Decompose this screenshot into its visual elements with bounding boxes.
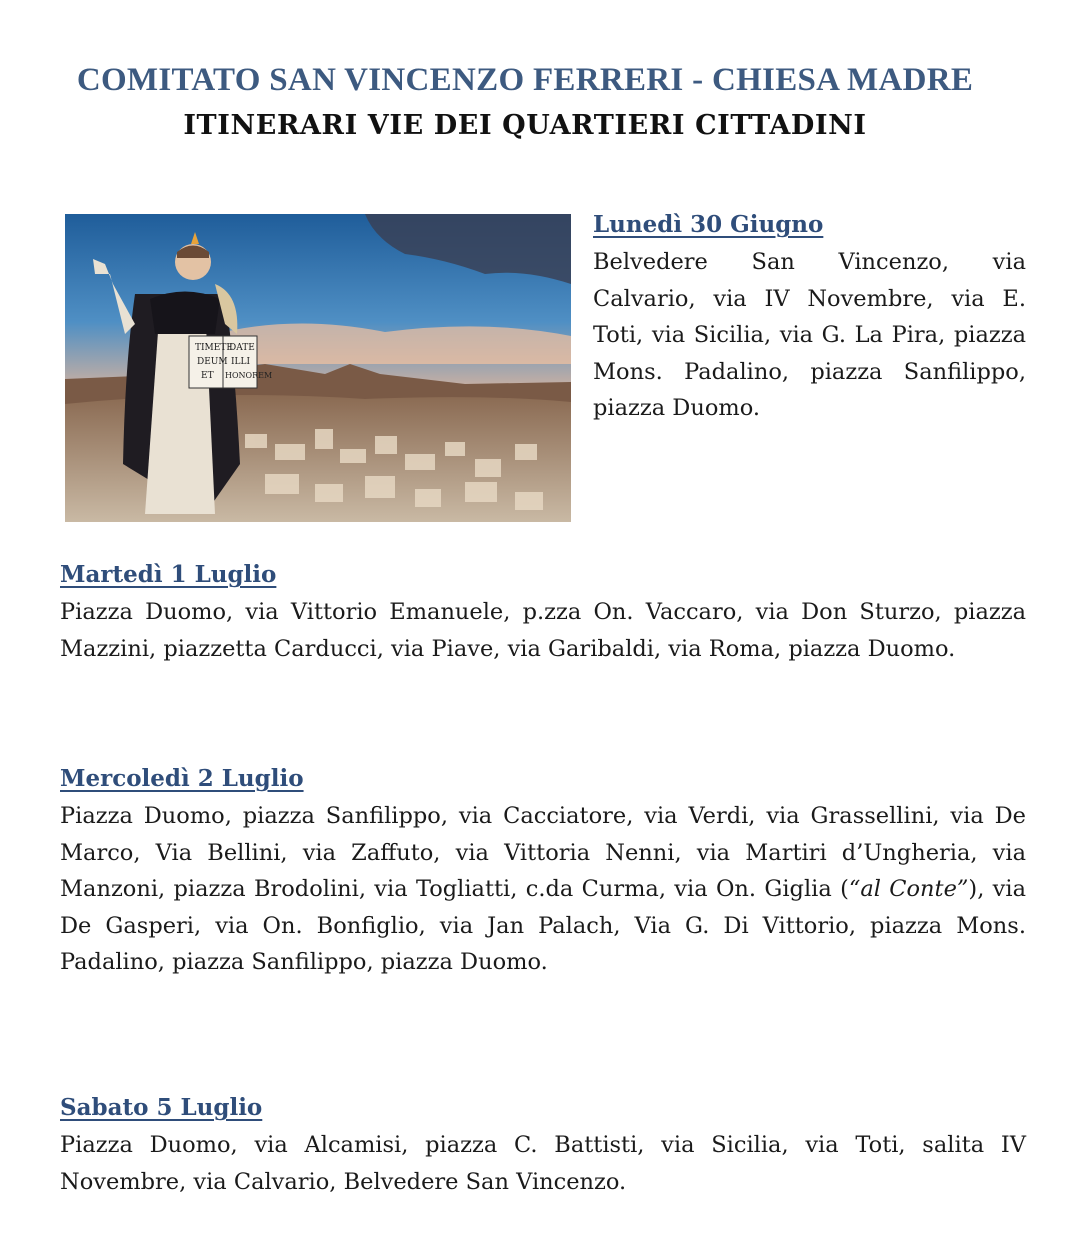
day-heading-wednesday: Mercoledì 2 Luglio xyxy=(60,765,304,792)
book-word-illi: ILLI xyxy=(231,357,251,367)
route-wednesday-part1: Piazza Duomo, piazza Sanfilippo, via Cacciatore, via Verdi, via Grassellini, via De Marco, Via Bellini, via Zaffuto, via Vittoria Nenni, via Martiri d’Ungheria, via Manzoni, piazza Brodolini, via Togliatti, c.da Curma, via On. Giglia ( xyxy=(60,803,1026,902)
book-word-deum: DEUM xyxy=(197,357,228,367)
book-word-honorem: HONOREM xyxy=(225,371,273,380)
day-heading-saturday: Sabato 5 Luglio xyxy=(60,1094,263,1121)
saint-town-photo xyxy=(65,214,571,522)
route-tuesday: Piazza Duomo, via Vittorio Emanuele, p.zza On. Vaccaro, via Don Sturzo, piazza Mazzini, piazzetta Carducci, via Piave, via Garibaldi, via Roma, piazza Duomo. xyxy=(60,599,1026,662)
page-subtitle: ITINERARI VIE DEI QUARTIERI CITTADINI xyxy=(183,110,867,141)
book-word-et: ET xyxy=(201,371,214,381)
route-wednesday-part2: ), via De Gasperi, via On. Bonfiglio, via Jan Palach, Via G. Di Vittorio, piazza Mons. Padalino, piazza Sanfilippo, piazza Duomo. xyxy=(60,876,1026,975)
committee-title: COMITATO SAN VINCENZO FERRERI - CHIESA MADRE xyxy=(76,62,974,98)
book-word-date: DATE xyxy=(229,343,255,353)
route-monday: Belvedere San Vincenzo, via Calvario, via IV Novembre, via E. Toti, via Sicilia, via G. La Pira, piazza Mons. Padalino, piazza Sanfilippo, piazza Duomo. xyxy=(593,249,1026,421)
route-saturday: Piazza Duomo, via Alcamisi, piazza C. Battisti, via Sicilia, via Toti, salita IV Novembre, via Calvario, Belvedere San Vincenzo. xyxy=(60,1132,1026,1195)
book-word-timete: TIMETE xyxy=(195,343,233,353)
route-wednesday xyxy=(60,798,1026,981)
route-wednesday-italic: “al Conte” xyxy=(848,876,969,902)
day-heading-monday: Lunedì 30 Giugno xyxy=(593,211,824,238)
day-heading-tuesday: Martedì 1 Luglio xyxy=(60,561,277,588)
